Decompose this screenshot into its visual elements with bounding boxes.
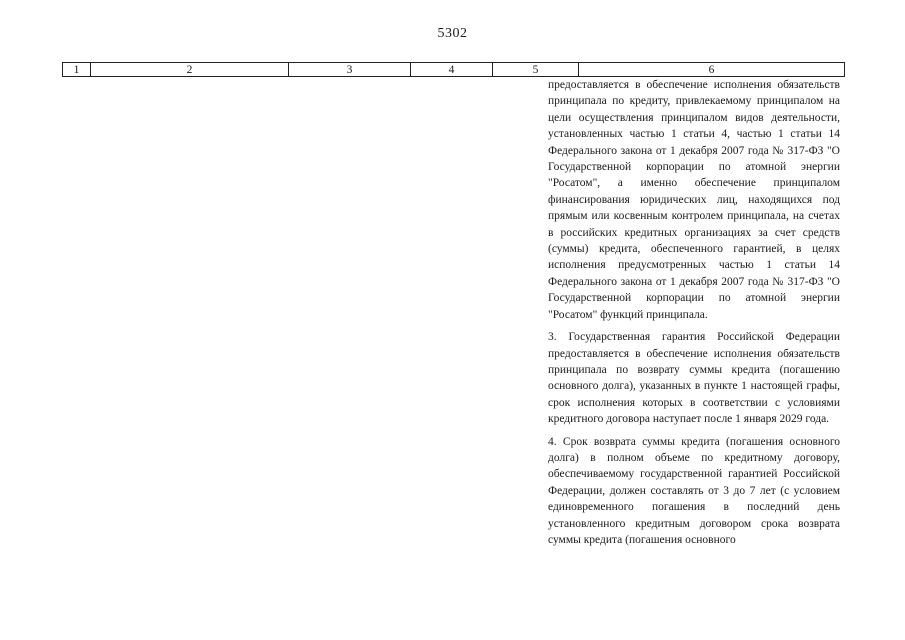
column-header-2: 2 <box>91 63 289 77</box>
paragraph-3: 3. Государственная гарантия Российской Федерации предоставляется в обеспечение исполнения обязательств принципала по возврату суммы кредита (погашению основного долга), указанных в пункте 1 настоящей графы, срок исполнения которых в соответствии с условиями кредитного договора наступает после 1 января 2029 года. <box>548 331 840 426</box>
column-header-1: 1 <box>63 63 91 77</box>
page-number: 5302 <box>437 26 468 41</box>
paragraph-continuation: предоставляется в обеспечение исполнения обязательств принципала по кредиту, привлекаемому принципалом на цели осуществления принципалом видов деятельности, установленных частью 1 статьи 4, частью 1 статьи 14 Федерального закона от 1 декабря 2007 года № 317-ФЗ "О Государственной корпорации по атомной энергии "Росатом", а именно обеспечение принципалом финансирования юридических лиц, находящихся под прямым или косвенным контролем принципала, на счетах в российских кредитных организациях за счет средств (суммы) кредита, обеспеченного гарантией, в целях исполнения предусмотренных частью 1 статьи 14 Федерального закона от 1 декабря 2007 года № 317-ФЗ "О Государственной корпорации по атомной энергии "Росатом" функций принципала. <box>548 79 840 321</box>
table-header-row <box>63 63 845 77</box>
table-header <box>62 62 845 77</box>
column-header-5: 5 <box>493 63 579 77</box>
column-header-3: 3 <box>289 63 411 77</box>
column-header-4: 4 <box>411 63 493 77</box>
column-header-6: 6 <box>579 63 845 77</box>
column-6-text <box>548 77 840 554</box>
paragraph-4: 4. Срок возврата суммы кредита (погашения основного долга) в полном объеме по кредитному договору, обеспечиваемому государственной гарантией Российской Федерации, должен составлять от 3 до 7 лет (с условием единовременного погашения в последний день установленного кредитным договором срока возврата суммы кредита (погашения основного <box>548 435 840 546</box>
